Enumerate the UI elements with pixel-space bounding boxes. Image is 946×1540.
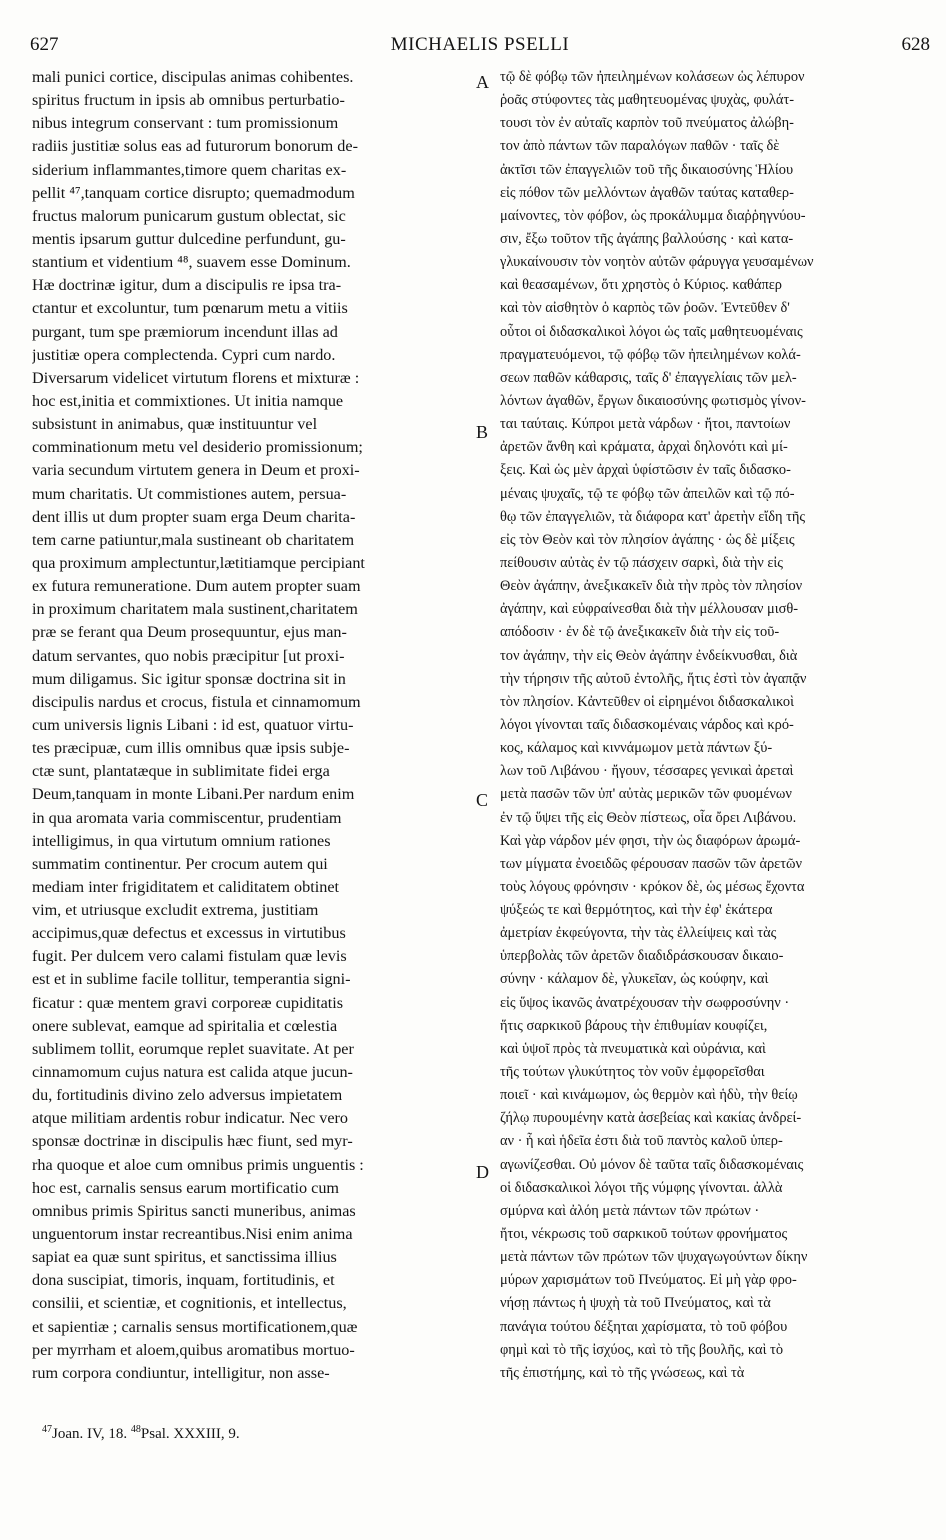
section-marker-c: C bbox=[476, 790, 489, 810]
latin-text-line: sapiat ea quæ sunt spiritus, et sanctissima illius bbox=[32, 1248, 337, 1267]
latin-text-line: tes præcipuæ, cum illis omnibus quæ ipsis subje- bbox=[32, 739, 350, 758]
latin-text-line: onere sublevat, eamque ad spiritalia et cœlestia bbox=[32, 1016, 338, 1035]
latin-text-line: vim, et utriusque excludit extrema, justitiam bbox=[32, 901, 319, 920]
greek-text-line: θῳ τῶν ἐπαγγελιῶν, τὰ διάφορα κατ' ἀρετὴν εἴδη τῆς bbox=[500, 508, 806, 525]
latin-text-line: stantium et videntium ⁴⁸, suavem esse Dominum. bbox=[32, 253, 351, 272]
greek-text-line: τὸν πλησίον. Κἀντεῦθεν οἱ εἰρημένοι διδασκαλικοὶ bbox=[500, 693, 794, 710]
latin-text-line: in qua aromata varia commiscentur, prudentiam bbox=[32, 808, 342, 827]
greek-text-line: μύρων χαρισμάτων τοῦ Πνεύματος. Εἰ μὴ γὰρ φρο- bbox=[500, 1272, 797, 1289]
latin-text-line: mediam inter frigiditatem et caliditatem obtinet bbox=[32, 877, 340, 896]
greek-text-line: μαίνοντες, τὸν φόβον, ὡς προκάλυμμα διαῤῥηγνύου- bbox=[500, 207, 806, 224]
section-marker-b: B bbox=[476, 422, 489, 442]
greek-text-line: απόδοσιν · ἐν δὲ τῷ ἀνεξικακεῖν διὰ τὴν εἰς τοῦ- bbox=[500, 624, 780, 641]
latin-text-line: radiis justitiæ solus eas ad futurorum bonorum de- bbox=[32, 137, 358, 156]
latin-text-line: siderium inflammantes,timore quem charitas ex- bbox=[32, 160, 347, 179]
latin-text-line: dona suscipiat, timoris, inquam, fortitudinis, et bbox=[32, 1271, 335, 1290]
greek-text-line: εἰς πόθον τῶν μελλόντων ἀγαθῶν ταύτας καταθερ- bbox=[500, 184, 794, 201]
greek-text-line: γλυκαίνουσιν τὸν νοητὸν αὐτῶν φάρυγγα γευσαμένων bbox=[500, 254, 814, 271]
latin-text-line: rha quoque et aloe cum omnibus primis unguentis : bbox=[32, 1155, 364, 1174]
greek-text-line: τῆς ἐπιστήμης, καὶ τὸ τῆς γνώσεως, καὶ τὰ bbox=[500, 1364, 745, 1381]
greek-text-line: ἀκτῖσι τῶν ἐπαγγελιῶν τοῦ τῆς δικαιοσύνης Ἡλίου bbox=[500, 161, 794, 178]
page-header bbox=[30, 34, 930, 60]
greek-text-line: εἰς ὕψος ἱκανῶς ἀνατρέχουσαν τὴν σωφροσύνην · bbox=[500, 994, 790, 1011]
greek-text-line: τουσι τὸν ἐν αὐταῖς καρπὸν τοῦ πνεύματος ἀλώβη- bbox=[500, 115, 794, 132]
latin-text-line: ficatur : quæ mentem gravi corporeæ cupiditatis bbox=[32, 993, 344, 1012]
greek-text-line: ἀγάπην, καὶ εὐφραίνεσθαι διὰ τὴν μέλλουσαν μισθ- bbox=[500, 601, 799, 618]
latin-text-line: unguentorum instar recreantibus.Nisi enim anima bbox=[32, 1225, 353, 1244]
latin-text-line: intelligimus, in qua virtutum omnium rationes bbox=[32, 831, 331, 850]
greek-text-line: ὑπερβολὰς τῶν ἀρετῶν διαδιδράσκουσαν δικαιο- bbox=[500, 948, 784, 965]
greek-column bbox=[500, 66, 932, 1385]
greek-text-line: ἀρετῶν ἄνθη καὶ κράματα, ἀρχαὶ δηλονότι καὶ μί- bbox=[500, 439, 788, 456]
greek-text-line: καὶ τὸν αἰσθητὸν ὁ καρπὸς τῶν ῥοῶν. Ἐντεῦθεν δ' bbox=[500, 300, 790, 317]
latin-text-line: Deum,tanquam in monte Libani.Per nardum enim bbox=[32, 785, 355, 804]
greek-text-line: οἱ διδασκαλικοὶ λόγοι τῆς νύμφης γίνονται. ἀλλὰ bbox=[500, 1179, 783, 1196]
greek-text-line: καὶ θεασαμένων, ὅτι χρηστὸς ὁ Κύριος. καθάπερ bbox=[500, 277, 782, 294]
greek-text-line: τῷ δὲ φόβῳ τῶν ἠπειλημένων κολάσεων ὡς λέπυρον bbox=[500, 69, 805, 85]
latin-text-line: cinnamomum cujus natura est calida atque jucun- bbox=[32, 1063, 353, 1082]
latin-text-line: comminationum metu vel desiderio promissionum; bbox=[32, 438, 363, 457]
latin-text-line: subsistunt in animabus, quæ instituuntur vel bbox=[32, 415, 318, 434]
latin-text-line: ex futura remuneratione. Dum autem propter suam bbox=[32, 577, 361, 596]
greek-text-line: αν · ἧ καὶ ἡδεῖα ἐστι διὰ τοῦ παντὸς καλοῦ ὑπερ- bbox=[500, 1133, 783, 1150]
page-number-left: 627 bbox=[30, 34, 59, 55]
greek-text-line: σύνην · κάλαμον δὲ, γλυκεῖαν, ὡς κούφην, καὶ bbox=[500, 971, 769, 988]
latin-text-line: fugit. Per dulcem vero calami fistulam quæ levis bbox=[32, 947, 347, 966]
footnotes bbox=[42, 1424, 240, 1443]
greek-text-line: ται ταύταις. Κύπροι μετὰ νάρδων · ἤτοι, παντοίων bbox=[500, 416, 791, 433]
latin-text-line: qua proximum amplectuntur,lætitiamque percipiant bbox=[32, 553, 365, 572]
latin-text-line: mum charitatis. Ut commistiones autem, persua- bbox=[32, 484, 347, 503]
latin-text-line: omnibus primis Spiritus sancti muneribus, animas bbox=[32, 1201, 356, 1220]
latin-text-line: spiritus fructum in ipsis ab omnibus perturbatio- bbox=[32, 91, 345, 110]
greek-text-line: εἰς τὸν Θεὸν καὶ τὸν πλησίον ἀγάπης · ὡς δὲ μίξεις bbox=[500, 531, 795, 548]
greek-text-line: αγωνίζεσθαι. Οὐ μόνον δὲ ταῦτα ταῖς διδασκομέναις bbox=[500, 1156, 804, 1173]
footnote-number: 47 bbox=[42, 1424, 52, 1435]
latin-text-line: du, fortitudinis divino zelo adversus impietatem bbox=[32, 1086, 343, 1105]
greek-text-line: τοὺς λόγους φρόνησιν · κρόκον δὲ, ὡς μέσως ἔχοντα bbox=[500, 878, 805, 895]
greek-text-line: ποιεῖ · καὶ κινάμωμον, ὡς θερμὸν καὶ ἡδὺ, τὴν θείῳ bbox=[500, 1087, 798, 1104]
latin-text-line: Diversarum videlicet virtutum florens et mixturæ : bbox=[32, 368, 360, 387]
footnote-text: Joan. IV, 18. bbox=[52, 1426, 128, 1442]
latin-text-line: atque militiam ardentis robur indicatur. Nec vero bbox=[32, 1109, 349, 1128]
greek-text-line: σμύρνα καὶ ἀλόη μετὰ πάντων τῶν πρώτων · bbox=[500, 1202, 760, 1219]
greek-text-line: τον ἀπὸ πάντων τῶν παραλόγων παθῶν · ταῖς δὲ bbox=[500, 138, 780, 155]
latin-text-line: sublimem tollit, eorumque replet suavitate. At per bbox=[32, 1039, 354, 1058]
latin-text-line: tem carne patiuntur,mala sustineant ob charitatem bbox=[32, 530, 355, 549]
greek-text-line: λόγοι γίνονται ταῖς διδασκομέναις νάρδος καὶ κρό- bbox=[500, 716, 794, 733]
greek-text-line: φημὶ καὶ τὸ τῆς ἰσχύος, καὶ τὸ τῆς βουλῆς, καὶ τὸ bbox=[500, 1341, 784, 1358]
page-number-right: 628 bbox=[901, 34, 930, 55]
latin-text-line: justitiæ opera complectenda. Cypri cum nardo. bbox=[32, 345, 336, 364]
greek-text-line: ἥτις σαρκικοῦ βάρους τὴν ἐπιθυμίαν κουφίζει, bbox=[500, 1017, 768, 1034]
greek-text-line: καὶ ὑψοῖ πρὸς τὰ πνευματικὰ καὶ οὐράνια, καὶ bbox=[500, 1040, 766, 1057]
greek-text-line: σιν, ἔξω τοῦτον τῆς ἀγάπης βαλλούσης · καὶ κατα- bbox=[500, 230, 794, 247]
greek-text-line: των μίγματα ἐνοειδῶς φέρουσαν πασῶν τῶν ἀρετῶν bbox=[500, 855, 802, 872]
latin-text-line: purgant, tum spe præmiorum incendunt illas ad bbox=[32, 322, 338, 341]
latin-text-line: et sapientiæ ; carnalis sensus mortificationem,quæ bbox=[32, 1317, 358, 1336]
greek-text-line: οὗτοι οἱ διδασκαλικοὶ λόγοι ὡς ταῖς μαθητευομέναις bbox=[500, 323, 803, 340]
greek-text-line: λόντων ἀγαθῶν, ἔργων δικαιοσύνης φωτισμὸς γίνον- bbox=[500, 392, 806, 409]
latin-text-line: consilii, et scientiæ, et cognitionis, et intellectus, bbox=[32, 1294, 347, 1313]
latin-text-line: in proximum charitatem mala sustinent,charitatem bbox=[32, 600, 358, 619]
latin-text-line: ctæ sunt, plantatæque in sublimitate fidei erga bbox=[32, 762, 330, 781]
greek-text-line: μετὰ πασῶν τῶν ὑπ' αὐτὰς μερικῶν τῶν φυομένων bbox=[500, 786, 792, 803]
greek-text-line: ξεις. Καὶ ὡς μὲν ἀρχαὶ ὑφίστῶσιν ἐν ταῖς διδασκο- bbox=[500, 462, 791, 479]
greek-text-line: μετὰ πάντων τῶν πρώτων τῶν ψυχαγωγούντων δίκην bbox=[500, 1249, 808, 1266]
latin-text-line: fructus malorum punicarum gustum oblectat, sic bbox=[32, 206, 346, 225]
latin-text-line: mentis ipsarum guttur dulcedine perfundunt, gu- bbox=[32, 229, 346, 248]
latin-text-line: est et in sublime facile tollitur, temperantia signi- bbox=[32, 970, 351, 989]
greek-text-line: ἤτοι, νέκρωσις τοῦ σαρκικοῦ τούτων φρονήματος bbox=[500, 1226, 788, 1243]
greek-text-line: τον ἀγάπην, τὴν εἰς Θεὸν ἀγάπην ἐνδείκνυσθαι, διὰ bbox=[500, 647, 798, 664]
greek-text-line: μέναις ψυχαῖς, τῷ τε φόβῳ τῶν ἀπειλῶν καὶ τῷ πό- bbox=[500, 485, 795, 502]
greek-text-line: νήσῃ πάντως ἡ ψυχὴ τὰ τοῦ Πνεύματος, καὶ τὰ bbox=[500, 1295, 771, 1312]
latin-text-line: mali punici cortice, discipulas animas cohibentes. bbox=[32, 68, 354, 86]
footnote-number: 48 bbox=[130, 1424, 141, 1435]
running-title: MICHAELIS PSELLI bbox=[390, 34, 570, 55]
greek-text-line: λων τοῦ Λιβάνου · ἤγουν, τέσσαρες γενικαὶ ἀρεταὶ bbox=[500, 763, 794, 780]
latin-text-line: mum diligamus. Sic igitur sponsæ doctrina sit in bbox=[32, 669, 346, 688]
latin-column bbox=[32, 66, 468, 1385]
footnote-text: Psal. XXXIII, 9. bbox=[140, 1426, 240, 1442]
section-marker-d: D bbox=[476, 1162, 489, 1182]
greek-text-line: πείθουσιν αὐτὰς ἐν τῷ πάσχειν σαρκὶ, διὰ τὴν εἰς bbox=[500, 554, 783, 571]
greek-text-line: τὴν τήρησιν τῆς αὐτοῦ ἐντολῆς, ἥτις ἐστὶ τὸν ἀγαπᾷν bbox=[500, 670, 807, 687]
latin-text-line: per myrrham et aloem,quibus aromatibus mortuo- bbox=[32, 1340, 355, 1359]
latin-text-line: dent illis ut dum propter suam erga Deum charita- bbox=[32, 507, 356, 526]
greek-text-line: ἐν τῷ ὕψει τῆς εἰς Θεὸν πίστεως, οἷα ὄρει Λιβάνου. bbox=[500, 809, 797, 826]
latin-text-line: hoc est,initia et commixtiones. Ut initia namque bbox=[32, 391, 344, 410]
greek-text-line: Καὶ γὰρ νάρδον μέν φησι, τὴν ὡς διαφόρων ἀρωμά- bbox=[500, 832, 801, 849]
latin-text-line: discipulis nardus et crocus, fistula et cinnamomum bbox=[32, 692, 361, 711]
greek-text-line: ζήλῳ πυρουμένην κατὰ ἀσεβείας καὶ κακίας ἀνδρεί- bbox=[500, 1110, 802, 1127]
latin-text-line: Hæ doctrinæ igitur, dum a discipulis re ipsa tra- bbox=[32, 276, 342, 295]
greek-text-line: Θεὸν ἀγάπην, ἀνεξικακεῖν διὰ τὴν πρὸς τὸν πλησίον bbox=[500, 578, 803, 595]
latin-text-line: datum servantes, quo nobis præcipitur [ut proxi- bbox=[32, 646, 345, 665]
latin-text-line: ctantur et excoluntur, tum pœnarum metu a vitiis bbox=[32, 299, 348, 318]
greek-text-line: πανάγια τούτου δέξηται χαρίσματα, τὸ τοῦ φόβου bbox=[500, 1318, 788, 1335]
section-marker-a: A bbox=[476, 72, 489, 92]
greek-text-line: πραγματευόμενοι, τῷ φόβῳ τῶν ἠπειλημένων κολά- bbox=[500, 346, 801, 363]
latin-text-line: accipimus,quæ defectus et excessus in virtutibus bbox=[32, 924, 346, 943]
greek-text-line: ψύξεώς τε καὶ θερμότητος, καὶ τὴν ἐφ' ἑκάτερα bbox=[500, 902, 773, 919]
greek-text-line: τῆς τούτων γλυκύτητος τὸν νοῦν ἐμφορεῖσθαι bbox=[500, 1064, 765, 1081]
latin-text-line: varia secundum virtutem genera in Deum et proxi- bbox=[32, 461, 360, 480]
latin-text-line: præ se ferant qua Deum prosequuntur, ejus man- bbox=[32, 623, 347, 642]
latin-text-line: rum corpora condiuntur, intelligitur, non asse- bbox=[32, 1363, 330, 1382]
latin-text-line: nibus integrum conservant : tum promissionum bbox=[32, 114, 339, 133]
greek-text-line: ῥοᾶς στύφοντες τὰς μαθητευομένας ψυχὰς, φυλάτ- bbox=[500, 92, 795, 109]
latin-text-line: cum universis lignis Libani : id est, quatuor virtu- bbox=[32, 715, 354, 734]
latin-text-line: summatim continentur. Per crocum autem qui bbox=[32, 854, 328, 873]
greek-text-line: ἀμετρίαν ἐκφεύγοντα, τὴν τὰς ἐλλείψεις καὶ τὰς bbox=[500, 925, 777, 942]
latin-text-line: sponsæ doctrinæ in discipulis hæc fiunt, sed myr- bbox=[32, 1132, 353, 1151]
latin-text-line: pellit ⁴⁷,tanquam cortice disrupto; quemadmodum bbox=[32, 183, 355, 202]
greek-text-line: σεων παθῶν κάθαρσις, ταῖς δ' ἐπαγγελίαις τῶν μελ- bbox=[500, 369, 797, 386]
greek-text-line: κος, κάλαμος καὶ κιννάμωμον μετὰ πάντων ξύ- bbox=[500, 740, 773, 757]
latin-text-line: hoc est, carnalis sensus earum mortificatio cum bbox=[32, 1178, 340, 1197]
